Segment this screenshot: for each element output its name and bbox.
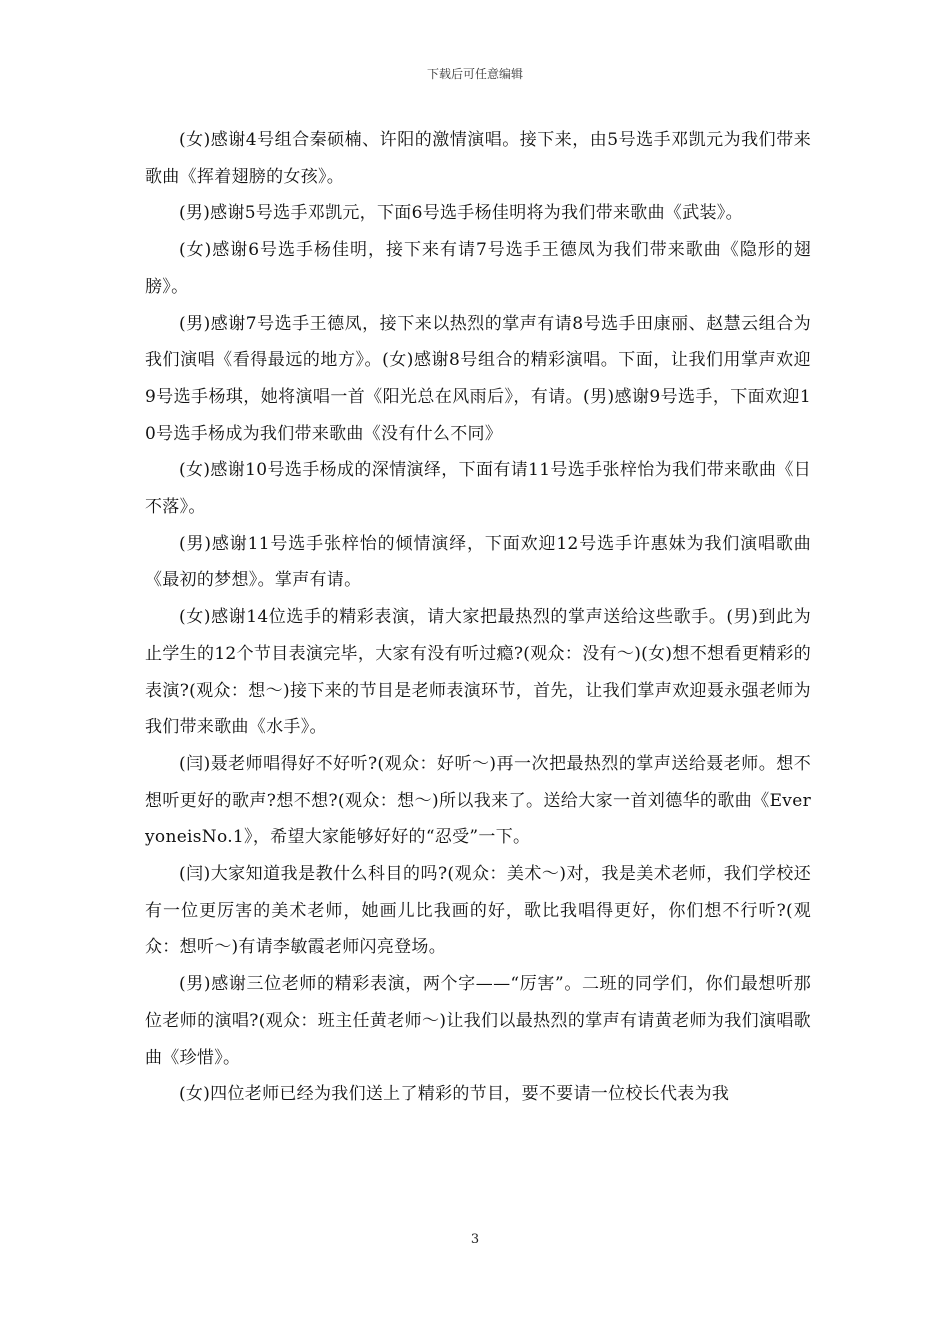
paragraph-9: (闫)大家知道我是教什么科目的吗?(观众：美术～)对，我是美术老师，我们学校还有一位更厉害的美术老师，她画儿比我画的好，歌比我唱得更好，你们想不行听?(观众：想听～)有请李敏霞老师闪亮登场。 — [145, 864, 811, 958]
paragraph-1: (女)感谢4号组合秦硕楠、许阳的激情演唱。接下来，由5号选手邓凯元为我们带来歌曲《挥着翅膀的女孩》。 — [145, 130, 811, 187]
page-number: 3 — [470, 1232, 480, 1247]
paragraph-5: (女)感谢10号选手杨成的深情演绎，下面有请11号选手张梓怡为我们带来歌曲《日不落》。 — [145, 460, 811, 518]
paragraph-2: (男)感谢5号选手邓凯元，下面6号选手杨佳明将为我们带来歌曲《武装》。 — [179, 203, 743, 224]
page-header: 下载后可任意编辑 — [426, 67, 523, 81]
paragraph-10: (男)感谢三位老师的精彩表演，两个字——“厉害”。二班的同学们，你们最想听那位老师的演唱?(观众：班主任黄老师～)让我们以最热烈的掌声有请黄老师为我们演唱歌曲《珍惜》。 — [145, 974, 811, 1068]
paragraph-8: (闫)聂老师唱得好不好听?(观众：好听～)再一次把最热烈的掌声送给聂老师。想不想听更好的歌声?想不想?(观众：想～)所以我来了。送给大家一首刘德华的歌曲《EveryoneisNo.1》，希望大家能够好好的“忍受”一下。 — [145, 753, 811, 848]
document-body — [145, 122, 811, 1113]
paragraph-3: (女)感谢6号选手杨佳明，接下来有请7号选手王德凤为我们带来歌曲《隐形的翅膀》。 — [145, 240, 811, 297]
paragraph-7: (女)感谢14位选手的精彩表演，请大家把最热烈的掌声送给这些歌手。(男)到此为止学生的12个节目表演完毕，大家有没有听过瘾?(观众：没有～)(女)想不想看更精彩的表演?(观众：想～)接下来的节目是老师表演环节，首先，让我们掌声欢迎聂永强老师为我们带来歌曲《水手》。 — [145, 607, 811, 738]
paragraph-11: (女)四位老师已经为我们送上了精彩的节目，要不要请一位校长代表为我 — [179, 1084, 730, 1105]
paragraph-6: (男)感谢11号选手张梓怡的倾情演绎，下面欢迎12号选手许惠妹为我们演唱歌曲《最初的梦想》。掌声有请。 — [145, 533, 811, 591]
paragraph-4: (男)感谢7号选手王德凤，接下来以热烈的掌声有请8号选手田康丽、赵慧云组合为我们演唱《看得最远的地方》。(女)感谢8号组合的精彩演唱。下面，让我们用掌声欢迎9号选手杨琪，她将演唱一首《阳光总在风雨后》，有请。(男)感谢9号选手，下面欢迎10号选手杨成为我们带来歌曲《没有什么不同》 — [145, 313, 811, 444]
